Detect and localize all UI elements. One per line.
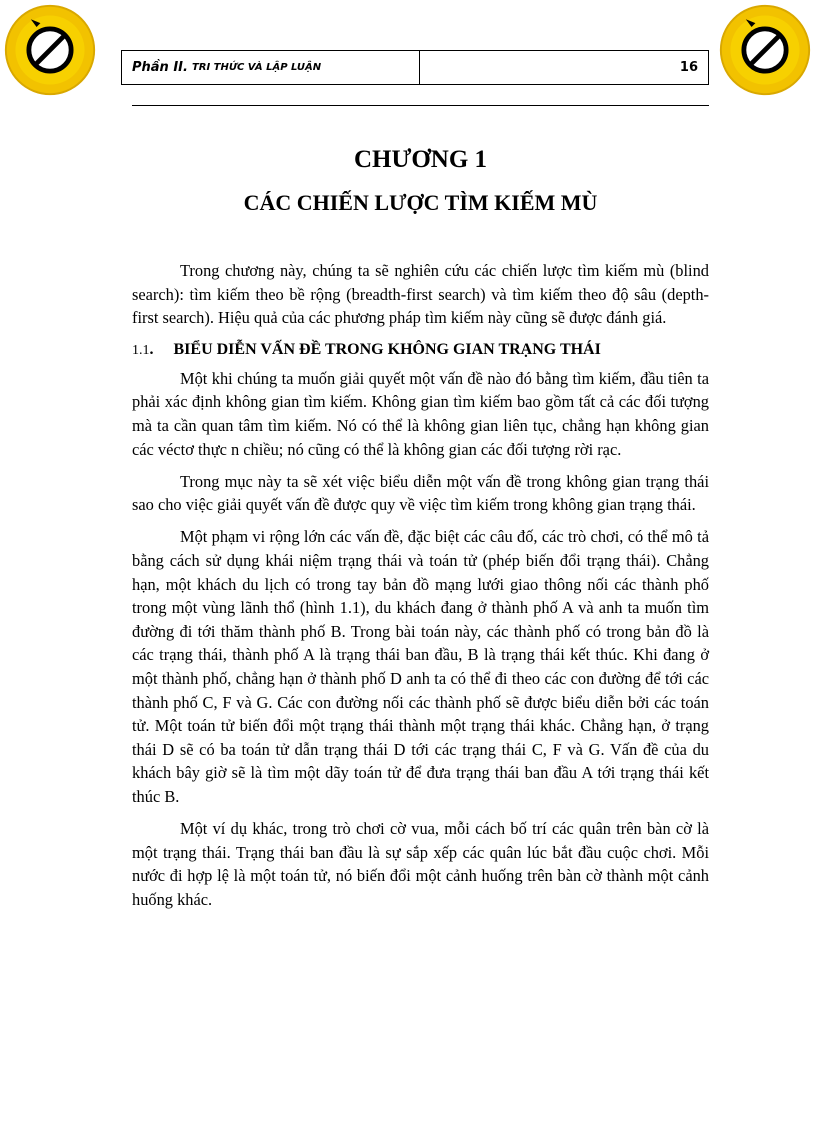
chapter-title: CÁC CHIẾN LƯỢC TÌM KIẾM MÙ: [243, 190, 598, 215]
body-paragraph: Một ví dụ khác, trong trò chơi cờ vua, mỗi cách bố trí các quân trên bàn cờ là một trạng thái. Trạng thái ban đầu là sự sắp xếp các quân lúc bắt đầu cuộc chơi. Mỗi nước đi hợp lệ là một toán tử, nó biến đổi một cảnh huống trên bàn cờ thành một cảnh huống khác.: [132, 819, 709, 909]
intro-paragraph: Trong chương này, chúng ta sẽ nghiên cứu các chiến lược tìm kiếm mù (blind search): tìm kiếm theo bề rộng (breadth-first search) và tìm kiếm theo độ sâu (depth-first search). Hiệu quả của các phương pháp tìm kiếm này cũng sẽ được đánh giá.: [132, 261, 709, 328]
chapter-number: CHƯƠNG 1: [353, 146, 488, 173]
section-number-dot: .: [149, 341, 154, 359]
running-header: [121, 50, 709, 85]
header-left-cell: [122, 51, 420, 84]
header-subtitle: TRI THỨC VÀ LẬP LUẬN: [191, 62, 322, 73]
section-number: 1.1: [132, 343, 150, 359]
page-body: [132, 259, 709, 920]
page-number: 16: [679, 60, 698, 75]
header-part: Phần II.: [132, 60, 188, 75]
body-paragraph: Một phạm vi rộng lớn các vấn đề, đặc biệt các câu đố, các trò chơi, có thể mô tả bằng cách sử dụng khái niệm trạng thái và toán tử (phép biến đổi trạng thái). Chẳng hạn, một khách du lịch có trong tay bản đồ mạng lưới giao thông nối các thành phố trong một vùng lãnh thổ (hình 1.1), du khách đang ở thành phố A và anh ta muốn tìm đường đi tới thăm thành phố B. Trong bài toán này, các thành phố có trong bản đồ là các trạng thái, thành phố A là trạng thái ban đầu, B là trạng thái kết thúc. Khi đang ở một thành phố, chẳng hạn ở thành phố D anh ta có thể đi theo các con đường để tới các thành phố C, F và G. Các con đường nối các thành phố sẽ được biểu diễn bởi các toán tử. Một toán tử biến đổi một trạng thái thành một trạng thái khác. Chẳng hạn, ở trạng thái D sẽ có ba toán tử dẫn trạng thái D tới các trạng thái C, F và G. Vấn đề của du khách bây giờ sẽ là tìm một dãy toán tử để đưa trạng thái ban đầu A tới trạng thái kết thúc B.: [132, 527, 709, 806]
header-right-cell: [420, 51, 708, 84]
body-paragraph: Trong mục này ta sẽ xét việc biểu diễn một vấn đề trong không gian trạng thái sao cho việc giải quyết vấn đề được quy về việc tìm kiếm trong không gian trạng thái.: [132, 471, 709, 515]
section-title: BIỂU DIỄN VẤN ĐỀ TRONG KHÔNG GIAN TRẠNG THÁI: [173, 341, 601, 359]
pdf-xchange-badge-icon[interactable]: [717, 2, 813, 98]
pdf-xchange-badge-icon[interactable]: [2, 2, 98, 98]
header-divider: [132, 105, 709, 106]
body-paragraph: Một khi chúng ta muốn giải quyết một vấn đề nào đó bằng tìm kiếm, đầu tiên ta phải xác định không gian tìm kiếm. Không gian tìm kiếm bao gồm tất cả các đối tượng mà ta cần quan tâm tìm kiếm. Nó có thể là không gian liên tục, chẳng hạn không gian các véctơ thực n chiều; nó cũng có thể là không gian các đối tượng rời rạc.: [132, 368, 709, 459]
section-heading: [132, 338, 709, 363]
